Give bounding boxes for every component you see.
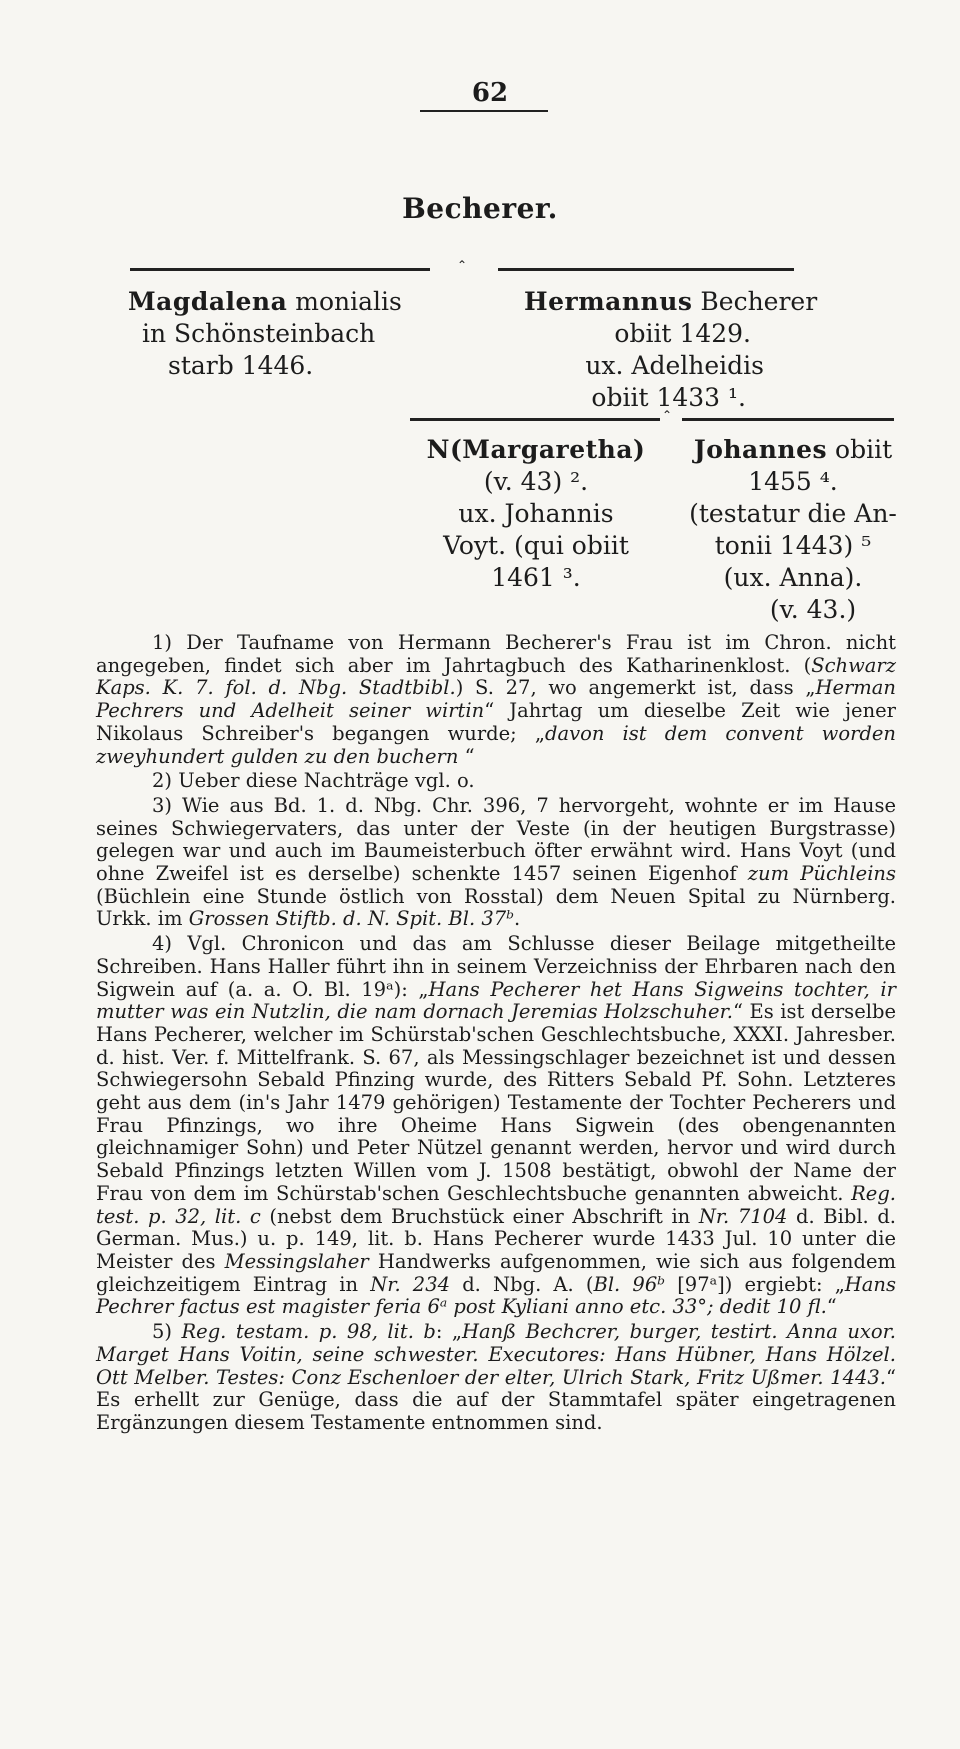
margaretha-line: 1461 ³. bbox=[491, 563, 581, 592]
footnote-2 bbox=[96, 770, 896, 793]
footnote-citation: Reg. testam. p. 98, lit. b bbox=[181, 1320, 436, 1344]
rule-junction-mark: ⌃ bbox=[662, 408, 673, 422]
footnote-citation: Bl. 96ᵇ bbox=[593, 1272, 666, 1296]
margaretha-line: (v. 43) ². bbox=[483, 467, 589, 496]
rule-left-second bbox=[410, 418, 660, 421]
johannes-line: 1455 ⁴. bbox=[748, 467, 838, 496]
johannes-line: (ux. Anna). bbox=[723, 563, 863, 592]
footnote-quote: Hanß Bechcrer, burger, testirt. Anna uxor. Marget Hans Voitin, seine schwester. Executores: Hans Hübner, Hans Hölzel. Ott Melber. Testes: Conz Eschenloer der elter, Ulrich Stark, Fritz Ußmer. 1443. bbox=[96, 1320, 896, 1389]
footnote-quote: Herman Pechrers und Adelheit seiner wirtin bbox=[96, 676, 896, 723]
footnote-citation: Nr. 234 bbox=[370, 1272, 451, 1296]
footnote-text: d. Bibl. d. German. Mus.) u. p. 149, lit. b. Hans Pecherer wurde 1433 Jul. 10 unter die Meister des bbox=[96, 1204, 896, 1273]
footnote-text: : „ bbox=[435, 1320, 462, 1344]
magdalena-entry bbox=[128, 286, 402, 382]
johannes-line: tonii 1443) ⁵ bbox=[714, 531, 872, 560]
footnote-text: “ bbox=[826, 1295, 837, 1319]
rule-left-top bbox=[130, 268, 430, 271]
margaretha-line: Voyt. (qui obiit bbox=[443, 531, 629, 560]
footnote-text: 5) bbox=[152, 1320, 182, 1344]
magdalena-name: Magdalena bbox=[128, 287, 288, 316]
johannes-line: (v. 43.) bbox=[769, 595, 857, 624]
footnote-quote: Messingslaher bbox=[224, 1249, 369, 1273]
footnote-citation: Nr. 7104 bbox=[698, 1204, 788, 1228]
footnote-text: . bbox=[514, 907, 521, 931]
page-number-rule bbox=[420, 110, 548, 112]
hermannus-line: Becherer bbox=[692, 287, 818, 316]
footnote-5 bbox=[96, 1321, 896, 1435]
footnote-text: “ Es ist derselbe Hans Pecherer, welcher im Schürstab'schen Geschlechtsbuche, XXXI. Jahresber. d. hist. Ver. f. Mittelfrank. S. 67, als Messingschlager bezeichnet ist und dessen Schwiegersohn Sebald Pfinzing wurde, des Ritters Sebald Pf. Sohn. Letzteres geht aus dem (in's Jahr 1479 gehörigen) Testamente der Tochter Pecherers und Frau Pfinzings, wo ihre Oheime Hans Sigwein (des obengenannten gleichnamiger Sohn) und Peter Nützel genannt werden, hervor und wird durch Sebald Pfinzings letzten Willen vom J. 1508 bestätigt, obwohl der Name der Frau von dem im Schürstab'schen Geschlechtsbuche genannten abweicht. bbox=[96, 1000, 896, 1205]
johannes-entry bbox=[688, 434, 898, 626]
footnote-text: Handwerks aufgenommen, wie sich aus folgendem gleichzeitigem Eintrag in bbox=[96, 1249, 896, 1296]
footnote-3 bbox=[96, 795, 896, 931]
footnote-quote: Hans Pechrer factus est magister feria 6ᵃ post Kyliani anno etc. 33°; dedit 10 fl. bbox=[96, 1272, 896, 1319]
hermannus-line: ux. Adelheidis bbox=[585, 351, 764, 380]
footnote-text: 2) Ueber diese Nachträge vgl. o. bbox=[152, 769, 475, 793]
footnote-quote: davon ist dem convent worden zweyhundert gulden zu den buchern bbox=[96, 721, 896, 768]
footnote-1 bbox=[96, 632, 896, 768]
margaretha-line: ux. Johannis bbox=[458, 499, 614, 528]
footnote-text: 1) Der Taufname von Hermann Becherer's Frau ist im Chron. nicht angegeben, findet sich aber im Jahrtagbuch des Katharinenklost. ( bbox=[96, 631, 896, 677]
footnote-text: 3) Wie aus Bd. 1. d. Nbg. Chr. 396, 7 hervorgeht, wohnte er im Hause seines Schwiegervaters, das unter der Veste (in der heutigen Burgstrasse) gelegen war und auch im Baumeisterbuch öfter erwähnt wird. Hans Voyt (und ohne Zweifel ist es derselbe) schenkte 1457 seinen Eigenhof bbox=[96, 793, 896, 886]
footnote-citation: Grossen Stiftb. d. N. Spit. Bl. 37ᵇ bbox=[188, 907, 515, 931]
footnote-text: “ Jahrtag um dieselbe Zeit wie jener Nikolaus Schreiber's begangen wurde; „ bbox=[96, 699, 896, 745]
footnote-citation: Schwarz Kaps. K. 7. fol. d. Nbg. Stadtbibl. bbox=[96, 653, 896, 700]
footnote-text: d. Nbg. A. ( bbox=[450, 1272, 594, 1296]
hermannus-line: obiit 1429. bbox=[614, 319, 751, 348]
rule-junction-mark: ⌃ bbox=[457, 258, 468, 272]
footnotes bbox=[96, 632, 896, 1437]
rule-right-second bbox=[682, 418, 894, 421]
footnote-quote: zum Püchleins bbox=[747, 862, 896, 886]
footnote-quote: Hans Pecherer het Hans Sigweins tochter, ir mutter was ein Nutzlin, die nam dornach Jeremias Holzschuher. bbox=[96, 977, 896, 1024]
footnote-text: ) S. 27, wo angemerkt ist, dass „ bbox=[455, 676, 816, 700]
hermannus-entry bbox=[524, 286, 818, 414]
footnote-text: [97ᵃ]) ergiebt: „ bbox=[665, 1272, 845, 1296]
page-number: 62 bbox=[471, 78, 509, 108]
magdalena-line: in Schönsteinbach bbox=[142, 319, 376, 348]
magdalena-line: starb 1446. bbox=[168, 351, 314, 380]
footnote-text: “ Es erhellt zur Genüge, dass die auf der Stammtafel später eingetragenen Ergänzungen diesem Testamente entnommen sind. bbox=[96, 1365, 896, 1434]
margaretha-name: N(Margaretha) bbox=[426, 435, 646, 464]
johannes-line: (testatur die An- bbox=[689, 499, 897, 528]
johannes-name: Johannes bbox=[693, 435, 828, 464]
footnote-text: (nebst dem Bruchstück einer Abschrift in bbox=[260, 1204, 699, 1228]
footnote-4 bbox=[96, 933, 896, 1319]
footnote-text: “ bbox=[458, 744, 475, 768]
footnote-text: (Büchlein eine Stunde östlich von Rosstal) dem Neuen Spital zu Nürnberg. Urkk. im bbox=[96, 884, 896, 931]
page-title: Becherer. bbox=[402, 192, 558, 225]
margaretha-entry bbox=[426, 434, 646, 594]
footnote-citation: Reg. test. p. 32, lit. c bbox=[96, 1181, 896, 1228]
hermannus-line: obiit 1433 ¹. bbox=[591, 383, 746, 412]
footnote-text: 4) Vgl. Chronicon und das am Schlusse dieser Beilage mitgetheilte Schreiben. Hans Haller führt ihn in seinem Verzeichniss der Ehrbaren nach den Sigwein auf (a. a. O. Bl. 19ᵃ): „ bbox=[96, 932, 896, 1001]
rule-right-top bbox=[498, 268, 794, 271]
magdalena-line: monialis bbox=[287, 287, 402, 316]
johannes-line: obiit bbox=[827, 435, 893, 464]
hermannus-name: Hermannus bbox=[524, 287, 693, 316]
